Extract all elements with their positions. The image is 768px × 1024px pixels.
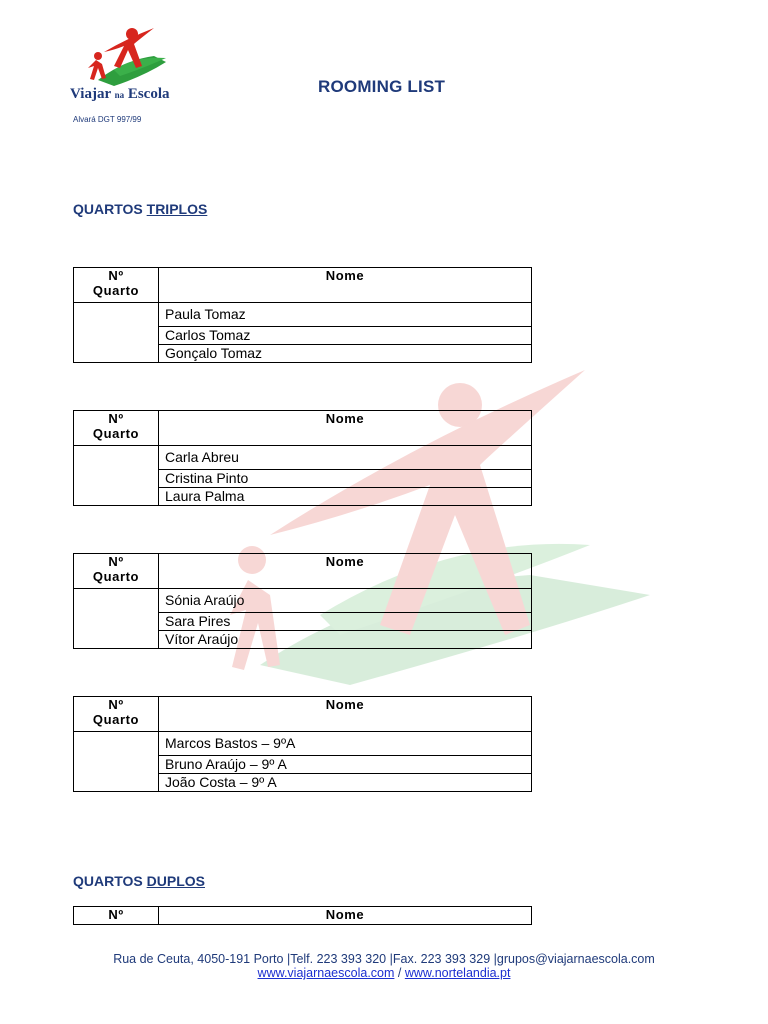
room-table-1 bbox=[73, 267, 532, 363]
footer-separator: | bbox=[286, 952, 291, 966]
room-number-header: Nº Quarto bbox=[74, 411, 159, 446]
footer-phone: Telf. 223 393 320 bbox=[290, 952, 387, 966]
logo-name: Viajar na Escola bbox=[70, 86, 170, 102]
guest-name: Paula Tomaz bbox=[159, 303, 532, 327]
section-title-duplos: QUARTOS DUPLOS bbox=[73, 873, 205, 889]
guest-name: Carlos Tomaz bbox=[159, 327, 532, 345]
room-number-cell bbox=[74, 303, 159, 363]
footer-separator: | bbox=[389, 952, 393, 966]
footer-email: grupos@viajarnaescola.com bbox=[496, 952, 655, 966]
license-number: Alvará DGT 997/99 bbox=[73, 115, 142, 124]
room-table-2 bbox=[73, 410, 532, 506]
guest-name: Gonçalo Tomaz bbox=[159, 345, 532, 363]
name-header: Nome bbox=[159, 268, 532, 303]
guest-name: Marcos Bastos – 9ºA bbox=[159, 732, 532, 756]
footer-links bbox=[0, 966, 768, 980]
name-header: Nome bbox=[159, 554, 532, 589]
guest-name: Bruno Araújo – 9º A bbox=[159, 756, 532, 774]
room-table-4 bbox=[73, 696, 532, 792]
room-number-cell bbox=[74, 446, 159, 506]
guest-name: Laura Palma bbox=[159, 488, 532, 506]
footer-fax: Fax. 223 393 329 bbox=[392, 952, 491, 966]
room-number-header: Nº Quarto bbox=[74, 268, 159, 303]
guest-name: Cristina Pinto bbox=[159, 470, 532, 488]
room-table-3 bbox=[73, 553, 532, 649]
room-number-cell bbox=[74, 589, 159, 649]
room-table-duplos bbox=[73, 906, 532, 925]
name-header: Nome bbox=[159, 697, 532, 732]
footer-contact bbox=[0, 952, 768, 966]
guest-name: Vítor Araújo bbox=[159, 631, 532, 649]
room-number-cell bbox=[74, 732, 159, 792]
guest-name: Sónia Araújo bbox=[159, 589, 532, 613]
name-header: Nome bbox=[159, 411, 532, 446]
room-number-header: Nº Quarto bbox=[74, 697, 159, 732]
footer-link-separator: / bbox=[394, 966, 405, 980]
room-number-header: Nº bbox=[74, 907, 159, 925]
section-title-triplos: QUARTOS TRIPLOS bbox=[73, 201, 208, 217]
website-link-nortelandia[interactable]: www.nortelandia.pt bbox=[404, 966, 511, 980]
logo-figures-icon bbox=[84, 22, 174, 88]
footer-address: Rua de Ceuta, 4050-191 Porto bbox=[113, 952, 284, 966]
room-number-header: Nº Quarto bbox=[74, 554, 159, 589]
footer-separator: | bbox=[493, 952, 497, 966]
name-header: Nome bbox=[159, 907, 532, 925]
page-title: ROOMING LIST bbox=[318, 77, 446, 96]
guest-name: Carla Abreu bbox=[159, 446, 532, 470]
guest-name: Sara Pires bbox=[159, 613, 532, 631]
website-link-viajarnaescola[interactable]: www.viajarnaescola.com bbox=[257, 966, 395, 980]
guest-name: João Costa – 9º A bbox=[159, 774, 532, 792]
